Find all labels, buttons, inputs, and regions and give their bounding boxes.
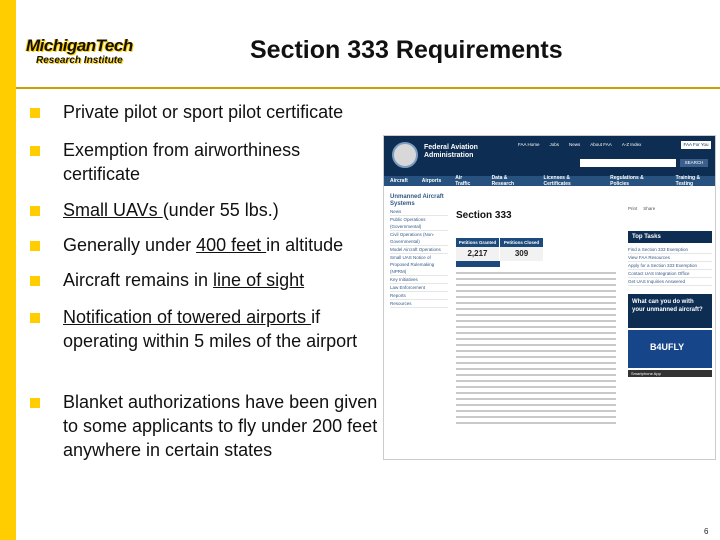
table-footer [456,261,500,267]
faa-top-link: A-Z Index [621,142,642,147]
print-link: Print [628,206,638,211]
faa-nav-item: Training & Testing [675,175,701,187]
bullet-square-icon [30,398,40,408]
side-nav-item: Reports [390,292,448,300]
faa-main-nav [384,176,716,186]
bullet-square-icon [30,206,40,216]
faa-top-link: About FAA [590,142,612,147]
faa-seal-icon [392,142,418,168]
faa-top-link: Jobs [549,142,560,147]
side-nav-item: Law Enforcement [390,284,448,292]
faa-nav-item: Regulations & Policies [610,175,644,187]
logo-line-2: Research Institute [36,55,123,66]
bullet-square-icon [30,313,40,323]
michigan-tech-logo [22,22,140,80]
bullet-item [30,268,380,292]
bullet-square-icon [30,276,40,286]
top-tasks-title: Top Tasks [628,231,712,243]
side-nav-item: Public Operations (Governmental) [390,216,448,231]
uas-promo-banner: What can you do with your unmanned aircraft? [628,294,712,328]
slide-title: Section 333 Requirements [250,36,563,64]
faa-side-nav [390,194,448,308]
faa-nav-item: Aircraft [390,178,408,184]
bullet-text: Exemption from airworthiness certificate [63,140,301,184]
faa-top-link: News [569,142,581,147]
bullet-item [30,305,380,353]
bullet-text: Small UAVs (under 55 lbs.) [63,200,279,220]
page-tools [628,206,712,211]
top-task-link: Find a Section 333 Exemption [628,246,712,254]
bullet-item [30,390,380,462]
side-nav-item: Resources [390,300,448,308]
top-task-link: Apply for a Section 333 Exemption [628,262,712,270]
side-nav-item: News [390,208,448,216]
bullet-text: Aircraft remains in line of sight [63,270,305,290]
faa-header [384,136,716,176]
top-task-link: Contact UAS Integration Office [628,270,712,278]
side-nav-item: Key Initiatives [390,276,448,284]
table-value: 2,217 [456,247,500,261]
bullet-text: Generally under 400 feet in altitude [63,235,344,255]
bullet-item [30,138,380,186]
faa-body-text [456,272,616,428]
table-header: Petitions Closed [500,238,544,247]
faa-search-input [580,159,676,167]
logo-line-1: MichiganTech [26,36,133,55]
top-task-link: Get UAS Inquiries Answered [628,278,712,286]
petitions-table [456,238,544,267]
faa-top-links [518,142,641,147]
accent-bar [0,0,16,540]
side-nav-title: Unmanned Aircraft Systems [390,194,444,207]
faa-nav-item: Air Traffic [455,175,471,187]
table-header: Petitions Granted [456,238,500,247]
side-nav-item: Model Aircraft Operations [390,246,448,254]
faa-website-screenshot [383,135,716,460]
b4ufly-banner [628,330,712,368]
faa-nav-item: Data & Research [491,175,515,187]
bullet-item [30,198,380,222]
faa-page-heading: Section 333 [456,210,512,221]
b4ufly-text: B4UFLY [650,342,685,352]
side-nav-item: Small UAS Notice of Proposed Rulemaking (NPRM) [390,254,448,276]
top-task-link: View FAA Resources [628,254,712,262]
faa-nav-item: Airports [421,178,442,184]
b4ufly-caption: Smartphone App [628,370,712,377]
faa-agency-name: Federal Aviation Administration [424,144,478,159]
side-nav-item: Civil Operations (Non-Governmental) [390,231,448,246]
title-divider [16,87,720,89]
faa-for-you-button: FAA For You [681,141,711,149]
bullet-text: Private pilot or sport pilot certificate [63,102,344,122]
bullet-item [30,233,380,257]
faa-right-sidebar [628,206,712,377]
bullet-text: Notification of towered airports if operating within 5 miles of the airport [63,307,358,351]
bullet-square-icon [30,108,40,118]
faa-search-button: SEARCH [680,159,708,167]
faa-top-link: FAA Home [518,142,540,147]
bullet-square-icon [30,241,40,251]
bullet-text: Blanket authorizations have been given to some applicants to fly under 200 feet anywhere in certain states [63,392,378,460]
share-link: Share [643,206,656,211]
table-value: 309 [500,247,544,261]
top-tasks-list [628,246,712,286]
page-number: 6 [704,527,709,536]
bullet-item [30,100,380,124]
faa-nav-item: Licenses & Certificates [543,175,571,187]
bullet-square-icon [30,146,40,156]
